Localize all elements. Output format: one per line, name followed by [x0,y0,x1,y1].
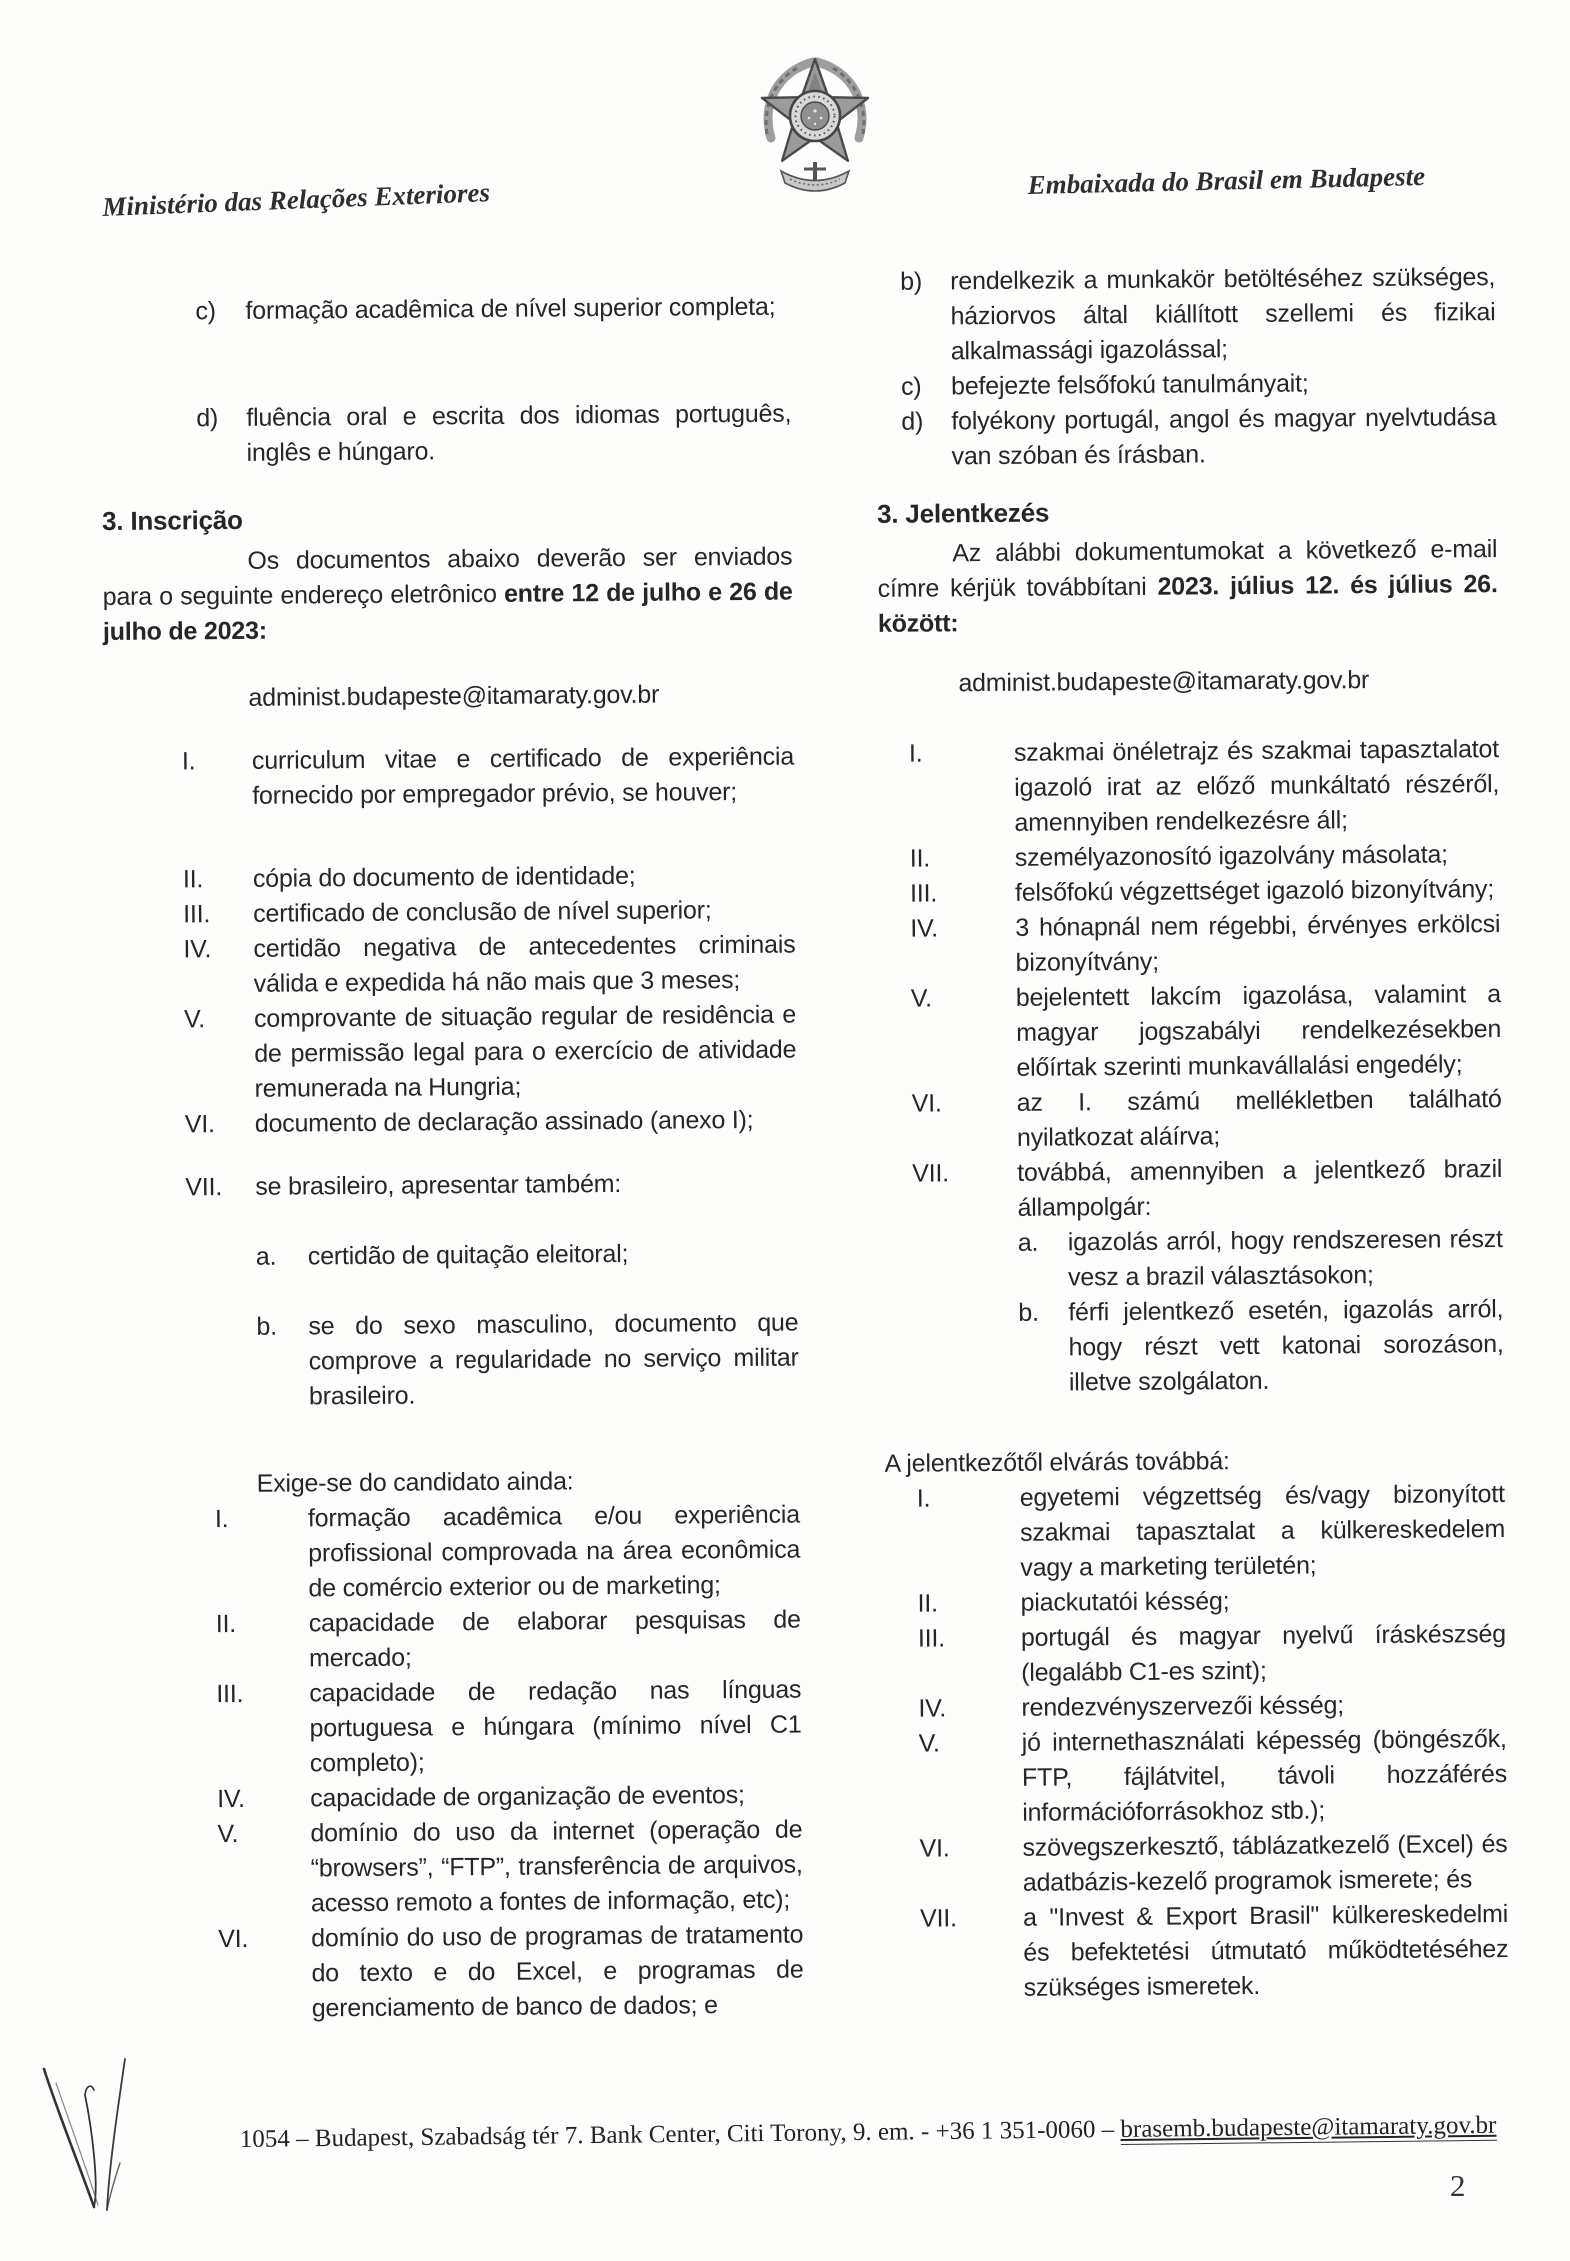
paragraph: Os documentos abaixo deverão ser enviados para o seguinte endereço eletrônico entre 12 de julho e 26 de julho de 2023: [102,542,793,646]
bold-date-range: 2023. július 12. és július 26. között [877,570,1498,638]
list-item: c) formação acadêmica de nível superior completa; [195,292,776,326]
list-item: I. formação acadêmica e/ou experiência profissional comprovada na área econômica de comércio exterior ou de marketing; [214,1500,801,1603]
paragraph: Az alábbi dokumentumokat a következő e-mail címre kérjük továbbítani 2023. július 12. és július 26. között: [877,535,1498,638]
extra-requirements-title: A jelentkezőtől elvárás továbbá: [884,1447,1230,1478]
list-item: IV. 3 hónapnál nem régebbi, érvényes erkölcsi bizonyítvány; [910,910,1501,977]
embassy-title: Embaixada do Brasil em Budapeste [1027,160,1426,201]
sub-list-item: b. férfi jelentkező esetén, igazolás arról, hogy részt vett katonai sorozáson, illetve szolgálaton. [1018,1295,1504,1397]
list-item: VII. se brasileiro, apresentar também: [185,1169,622,1202]
list-item: VI. az I. számú mellékletben található nyilatkozat aláírva; [911,1085,1502,1152]
ministry-title: Ministério das Relações Exteriores [101,177,491,223]
email-address: administ.budapeste@itamaraty.gov.br [958,666,1370,698]
list-item: VII. továbbá, amennyiben a jelentkező brazil állampolgár: [912,1155,1503,1222]
footer-address-line [239,2111,1497,2154]
list-item: V. jó internethasználati képesség (böngészők, FTP, fájlátvitel, távoli hozzáférés információforrásokhoz stb.); [918,1724,1508,1827]
list-item: I. curriculum vitae e certificado de experiência fornecido por empregador prévio, se houver; [181,742,795,810]
document-body [100,244,1509,2028]
list-item: III. capacidade de redação nas línguas portuguesa e húngara (mínimo nível C1 completo); [216,1675,802,1778]
list-item: IV. capacidade de organização de eventos; [217,1780,745,1814]
brazil-coat-of-arms-icon [743,38,887,194]
list-item: V. bejelentett lakcím igazolása, valamint a magyar jogszabályi rendelkezésekben előírtak szerinti munkavállalási engedély; [910,980,1502,1082]
list-item: III. certificado de conclusão de nível superior; [183,896,712,929]
portuguese-column [100,250,804,2028]
list-item: II. személyazonosító igazolvány másolata; [909,840,1448,873]
footer-email-link[interactable]: brasemb.budapeste@itamaraty.gov.br [1120,2111,1497,2144]
list-item: d) folyékony portugál, angol és magyar nyelvtudása van szóban és írásban. [901,403,1497,471]
list-item: II. cópia do documento de identidade; [182,861,636,894]
list-item: III. portugál és magyar nyelvű íráskészség (legalább C1-es szint); [917,1620,1506,1687]
section-heading-jelentkezes: 3. Jelentkezés [876,497,1050,529]
email-address: administ.budapeste@itamaraty.gov.br [248,680,660,712]
page-number: 2 [1450,2168,1466,2203]
list-item: V. comprovante de situação regular de residência e de permissão legal para o exercício de atividade remunerada na Hungria; [183,1000,797,1103]
list-item: II. capacidade de elaborar pesquisas de mercado; [215,1605,801,1673]
list-item: II. piackutatói késség; [917,1587,1230,1618]
list-item: VI. documento de declaração assinado (anexo I); [184,1105,754,1139]
sub-list-item: a. certidão de quitação eleitoral; [255,1239,629,1271]
list-item: IV. rendezvényszervezői késség; [918,1691,1345,1723]
sub-list-item: a. igazolás arról, hogy rendszeresen részt vesz a brazil választásokon; [1017,1225,1503,1292]
extra-requirements-title: Exige-se do candidato ainda: [256,1467,574,1498]
list-item: b) rendelkezik a munkakör betöltéséhez szükséges, háziorvos által kiállított szellemi és fizikai alkalmassági igazolással; [900,263,1496,366]
list-item: III. felsőfokú végzettséget igazoló bizonyítvány; [909,875,1495,908]
list-item: V. domínio do uso da internet (operação de “browsers”, “FTP”, transferência de arquivos, acesso remoto a fontes de informação, etc); [217,1815,803,1918]
section-heading-inscricao: 3. Inscrição [101,504,243,536]
handwritten-scribble-mark [28,2055,178,2225]
list-item: VI. domínio do uso de programas de tratamento do texto e do Excel, e programas de gerenciamento de banco de dados; e [218,1920,804,2023]
sub-list-item: b. se do sexo masculino, documento que comprove a regularidade no serviço militar brasileiro. [256,1308,799,1411]
list-item: VI. szövegszerkesztő, táblázatkezelő (Excel) és adatbázis-kezelő programok ismerete; és [919,1829,1508,1897]
list-item: IV. certidão negativa de antecedentes criminais válida e expedida há não mais que 3 meses; [183,930,796,998]
list-item: c) befejezte felsőfokú tanulmányait; [900,369,1309,401]
list-item: I. egyetemi végzettség és/vagy bizonyított szakmai tapasztalat a külkereskedelem vagy a marketing területén; [916,1480,1506,1582]
list-item: VII. a "Invest & Export Brasil" külkereskedelmi és befektetési útmutató működtetéséhez szükséges ismeretek. [919,1899,1509,2002]
list-item: d) fluência oral e escrita dos idiomas português, inglês e húngaro. [196,399,792,467]
list-item: I. szakmai önéletrajz és szakmai tapasztalatot igazoló irat az előző munkáltató részéről, amennyiben rendelkezésre áll; [908,735,1500,837]
footer-address-text: 1054 – Budapest, Szabadság tér 7. Bank Center, Citi Torony, 9. em. - +36 1 351-0060 – [239,2116,1121,2153]
bold-date-range: entre 12 de julho e 26 de julho de 2023 [102,577,793,646]
hungarian-column [875,244,1509,2022]
